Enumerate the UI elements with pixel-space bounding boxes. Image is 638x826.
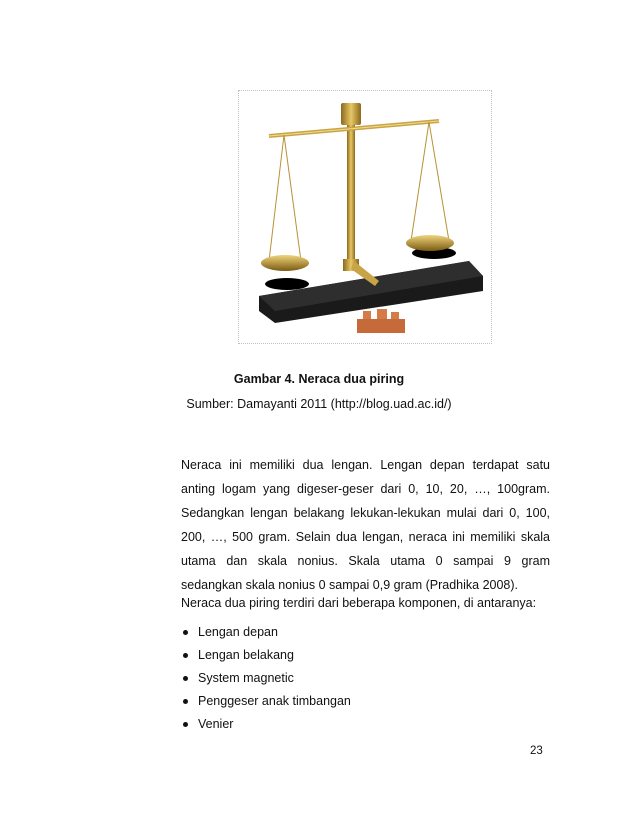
page-number: 23 [530,745,543,757]
figure-caption: Gambar 4. Neraca dua piring [233,372,405,386]
two-pan-balance-illustration [239,91,493,345]
bullet-icon [183,630,188,635]
bullet-icon [183,699,188,704]
figure-frame [238,90,492,344]
bullet-icon [183,722,188,727]
bullet-icon [183,676,188,681]
list-item [181,621,351,644]
list-item [181,667,351,690]
list-item-label: Penggeser anak timbangan [198,694,351,708]
list-item-label: Venier [198,717,234,731]
bullet-icon [183,653,188,658]
list-item [181,690,351,713]
list-item [181,713,351,736]
list-item [181,644,351,667]
list-intro: Neraca dua piring terdiri dari beberapa komponen, di antaranya: [181,596,537,610]
list-item-label: Lengan belakang [198,648,294,662]
list-item-label: Lengan depan [198,625,278,639]
list-item-label: System magnetic [198,671,294,685]
figure-source: Sumber: Damayanti 2011 (http://blog.uad.ac.id/) [186,397,452,411]
component-list [181,621,351,736]
body-paragraph: Neraca ini memiliki dua lengan. Lengan depan terdapat satu anting logam yang digeser-geser dari 0, 10, 20, …, 100gram. Sedangkan lengan belakang lekukan-lekukan mulai dari 0, 100, 200, …, 500 gram. Selain dua lengan, neraca ini memiliki skala utama dan skala nonius. Skala utama 0 sampai 9 gram sedangkan skala nonius 0 sampai 0,9 gram (Pradhika 2008). [181,458,550,592]
